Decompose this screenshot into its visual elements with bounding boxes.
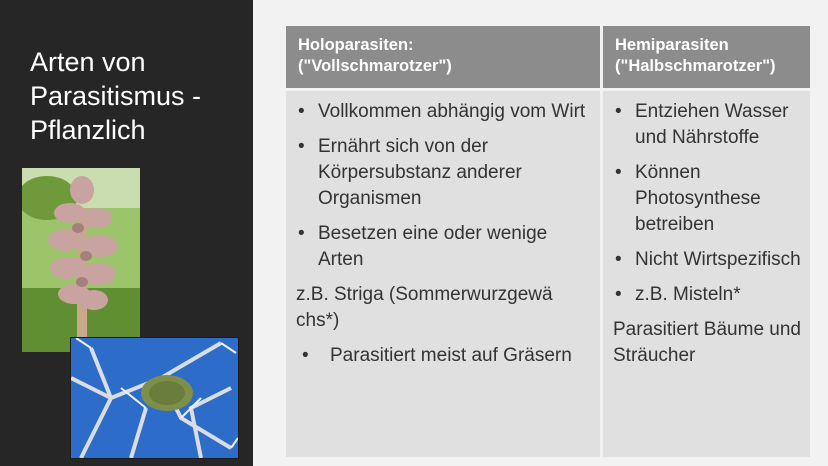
sub-list-item: • Parasitiert meist auf Gräsern	[296, 343, 594, 369]
example-text: z.B. Striga (Sommerwurzgewä chs*)	[296, 284, 553, 331]
hemiparasites-header: Hemiparasiten ("Halbschmarotzer")	[603, 26, 810, 88]
list-item: • Ernährt sich von der Körpersubstanz anderer Organismen	[298, 136, 522, 209]
bullet-icon: •	[615, 284, 622, 305]
list-item: • Können Photosynthese betreiben	[615, 162, 761, 235]
holoparasites-header: Holoparasiten: ("Vollschmarotzer")	[286, 26, 600, 88]
list-item: • Besetzen eine oder wenige Arten	[298, 223, 548, 270]
holoparasites-list	[296, 99, 594, 273]
list-item: • Vollkommen abhängig vom Wirt	[296, 99, 594, 125]
bullet-icon: •	[615, 162, 622, 183]
list-item: • z.B. Misteln*	[613, 282, 804, 308]
hemiparasites-list	[613, 99, 804, 308]
holoparasites-column	[286, 26, 600, 457]
list-item: • Entziehen Wasser und Nährstoffe	[615, 101, 789, 148]
bullet-icon: •	[302, 345, 309, 366]
bullet-icon: •	[298, 136, 305, 157]
note-text: Parasitiert Bäume und Sträucher	[613, 319, 801, 366]
bullet-icon: •	[298, 223, 305, 244]
plant-photo	[22, 168, 140, 352]
left-panel	[0, 0, 253, 466]
parasitism-table	[286, 26, 810, 457]
bullet-icon: •	[298, 101, 305, 122]
slide-title: Arten von Parasitismus - Pflanzlich	[30, 47, 202, 145]
mistletoe-image	[71, 338, 238, 458]
hemiparasites-column	[603, 26, 810, 457]
holoparasites-body	[286, 91, 600, 457]
plant-image	[22, 168, 140, 352]
hemiparasites-body	[603, 91, 810, 457]
bullet-icon: •	[615, 249, 622, 270]
mistletoe-photo	[70, 337, 239, 459]
bullet-icon: •	[615, 101, 622, 122]
list-item: • Nicht Wirtspezifisch	[613, 247, 804, 273]
